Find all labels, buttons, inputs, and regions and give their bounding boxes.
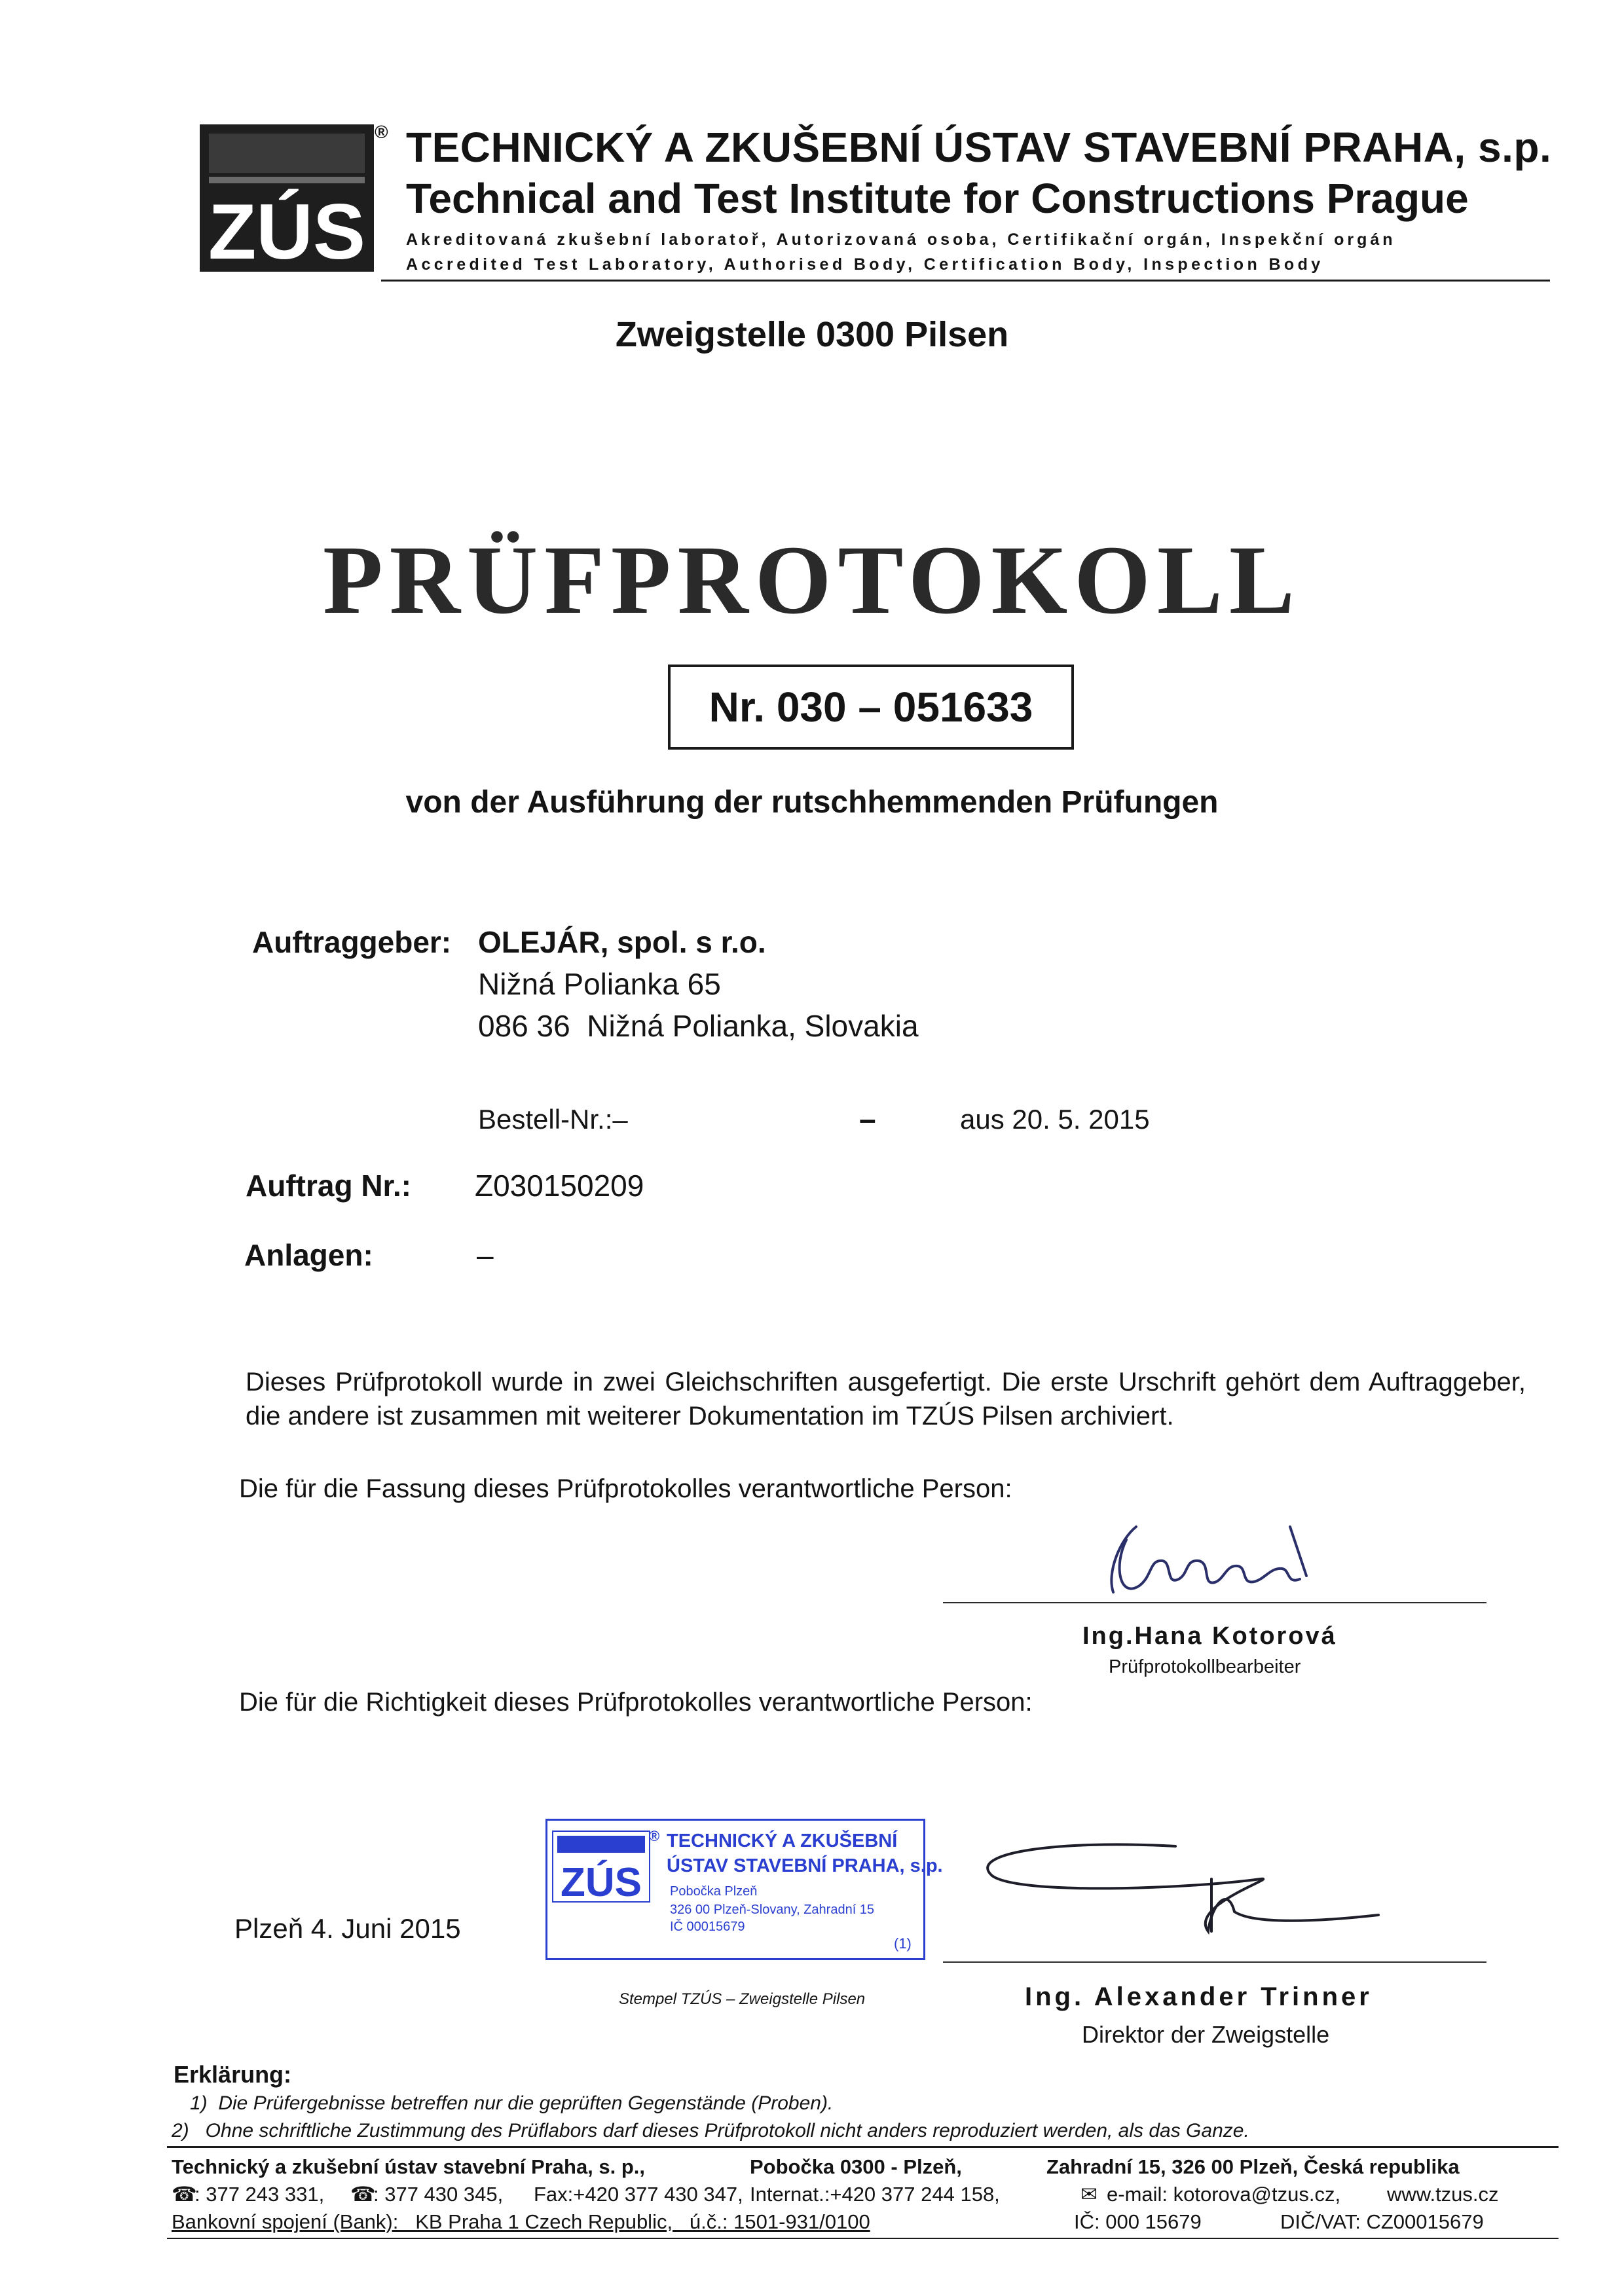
accreditation-en: Accredited Test Laboratory, Authorised Body, Certification Body, Inspection Body: [406, 255, 1324, 274]
report-number: Nr. 030 – 051633: [709, 683, 1033, 731]
signer1-role: Prüfprotokollbearbeiter: [1109, 1656, 1301, 1677]
stamp-line-6: (1): [894, 1935, 912, 1952]
footer-dic: DIČ/VAT: CZ00015679: [1280, 2210, 1484, 2233]
attachments-value: –: [477, 1238, 494, 1272]
tzus-logo: [200, 124, 374, 272]
notes-heading: Erklärung:: [174, 2061, 292, 2088]
header-divider: [381, 280, 1550, 282]
client-label: Auftraggeber:: [252, 925, 452, 959]
stamp-line-5: IČ 00015679: [670, 1920, 745, 1934]
svg-text:ZÚS: ZÚS: [208, 188, 365, 272]
footer-address: Zahradní 15, 326 00 Plzeň, Česká republika: [1046, 2155, 1460, 2178]
signature-line-1: [943, 1602, 1486, 1603]
footer-fax: Fax:+420 377 430 347,: [534, 2183, 743, 2206]
responsible-correctness-text: Die für die Richtigkeit dieses Prüfprotokolles verantwortliche Person:: [239, 1688, 1033, 1717]
signer2-role: Direktor der Zweigstelle: [1082, 2021, 1330, 2048]
accreditation-cz: Akreditovaná zkušební laboratoř, Autorizovaná osoba, Certifikační orgán, Inspekční orgán: [406, 230, 1396, 249]
signature-line-2: [943, 1961, 1486, 1963]
footer-phone-2: : 377 430 345,: [373, 2183, 504, 2206]
institute-name-en: Technical and Test Institute for Constructions Prague: [406, 175, 1469, 222]
footer-phone-1-icon: ☎: [172, 2183, 197, 2206]
footer-ic: IČ: 000 15679: [1074, 2210, 1202, 2233]
footer-branch: Pobočka 0300 - Plzeň,: [750, 2155, 962, 2178]
client-city: 086 36 Nižná Polianka, Slovakia: [478, 1009, 919, 1043]
note-1: 1) Die Prüfergebnisse betreffen nur die geprüften Gegenstände (Proben).: [190, 2092, 834, 2114]
client-name: OLEJÁR, spol. s r.o.: [478, 925, 766, 959]
footer-email: e-mail: kotorova@tzus.cz,: [1107, 2183, 1341, 2206]
attachments-label: Anlagen:: [244, 1238, 373, 1272]
stamp-line-1: TECHNICKÝ A ZKUŠEBNÍ: [667, 1831, 898, 1851]
branch-name: Zweigstelle 0300 Pilsen: [615, 315, 1009, 354]
stamp-line-4: 326 00 Plzeň-Slovany, Zahradní 15: [670, 1903, 875, 1917]
stamp-line-3: Pobočka Plzeň: [670, 1884, 758, 1899]
signer1-name: Ing.Hana Kotorová: [1082, 1622, 1337, 1650]
order-ref-date: aus 20. 5. 2015: [960, 1104, 1150, 1135]
responsible-drafting-text: Die für die Fassung dieses Prüfprotokolles verantwortliche Person:: [239, 1474, 1012, 1503]
stamp-caption: Stempel TZÚS – Zweigstelle Pilsen: [619, 1990, 866, 2008]
archive-paragraph: Dieses Prüfprotokoll wurde in zwei Gleichschriften ausgefertigt. Die erste Urschrift gehört dem Auftraggeber, die andere ist zusammen mit weiterer Dokumentation im TZÚS Pilsen archiviert.: [246, 1368, 1526, 1430]
document-subtitle: von der Ausführung der rutschhemmenden Prüfungen: [405, 785, 1219, 820]
client-street: Nižná Polianka 65: [478, 967, 721, 1001]
stamp-logo: [552, 1831, 650, 1903]
institute-name-cz: TECHNICKÝ A ZKUŠEBNÍ ÚSTAV STAVEBNÍ PRAHA, s.p.: [406, 124, 1552, 171]
order-number: Z030150209: [475, 1169, 644, 1203]
footer-phone-2-icon: ☎: [350, 2183, 376, 2206]
document-title: PRÜFPROTOKOLL: [323, 526, 1301, 634]
footer-international: Internat.:+420 377 244 158,: [750, 2183, 1000, 2206]
signer2-name: Ing. Alexander Trinner: [1025, 1982, 1373, 2011]
footer-bank: Bankovní spojení (Bank): KB Praha 1 Czech Republic, ú.č.: 1501-931/0100: [172, 2210, 870, 2233]
official-stamp: [545, 1819, 943, 1960]
footer-email-icon: ✉: [1080, 2183, 1098, 2206]
place-date: Plzeň 4. Juni 2015: [234, 1913, 461, 1944]
note-2: 2) Ohne schriftliche Zustimmung des Prüflabors darf dieses Prüfprotokoll nicht anders reproduziert werden, als das Ganze.: [172, 2120, 1249, 2141]
signature-kotorova: [1074, 1514, 1349, 1622]
footer-phone-1: : 377 243 331,: [194, 2183, 325, 2206]
svg-text:ZÚS: ZÚS: [561, 1860, 642, 1903]
order-label: Auftrag Nr.:: [246, 1169, 411, 1203]
stamp-line-2: ÚSTAV STAVEBNÍ PRAHA, s.p.: [667, 1855, 943, 1876]
order-ref-label: Bestell-Nr.:–: [478, 1104, 628, 1135]
signature-trinner: [953, 1833, 1411, 1948]
order-ref-dash: –: [859, 1102, 876, 1136]
footer-bottom-rule: [167, 2238, 1559, 2239]
footer-org: Technický a zkušební ústav stavební Praha, s. p.,: [172, 2155, 646, 2178]
report-number-box: [668, 665, 1074, 750]
footer-divider: [167, 2146, 1559, 2148]
stamp-registered: ®: [649, 1828, 660, 1844]
registered-mark: ®: [375, 122, 388, 142]
footer-web: www.tzus.cz: [1387, 2183, 1499, 2206]
